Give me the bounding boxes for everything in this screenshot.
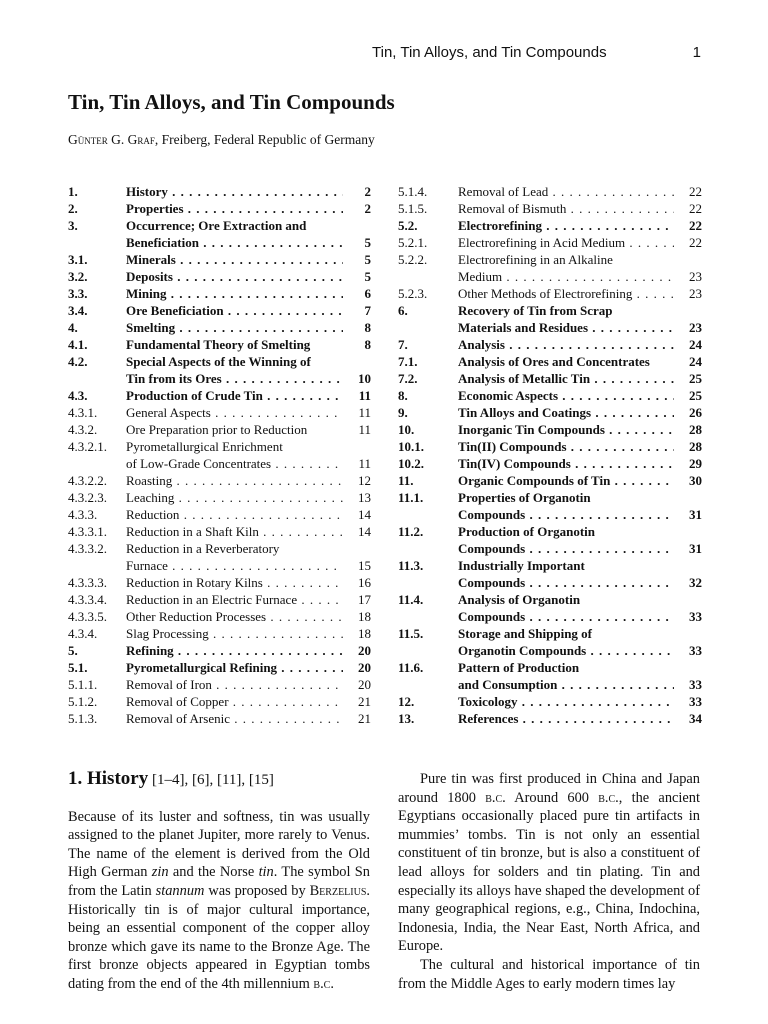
toc-entry-page: 21 [358, 711, 371, 726]
toc-entry-page: 11 [358, 456, 371, 471]
toc-entry-number: 5.2. [398, 218, 418, 233]
toc-entry-title: of Low-Grade Concentrates . . . [126, 455, 343, 472]
toc-entry-page: 12 [358, 473, 371, 488]
era-abbrev: b.c. [598, 789, 619, 806]
toc-entry-page: 15 [358, 558, 371, 573]
toc-entry-page: 8 [364, 337, 371, 352]
toc-entry-number: 11.5. [398, 626, 424, 641]
text-run: and the Norse [168, 864, 259, 881]
toc-entry-title: Compounds . . . [458, 608, 674, 625]
toc-entry-title: Production of Crude Tin . . . [126, 387, 343, 404]
toc-entry [398, 608, 702, 625]
toc-entry [68, 608, 371, 625]
toc-entry-title: Electrorefining . . . [458, 217, 674, 234]
toc-entry-title: Inorganic Tin Compounds . . . [458, 421, 674, 438]
toc-entry [398, 659, 702, 676]
toc-entry-title: Organotin Compounds . . . [458, 642, 674, 659]
toc-entry [398, 523, 702, 540]
toc-entry [398, 710, 702, 727]
toc-entry-number: 4.3.3.1. [68, 524, 107, 539]
toc-entry-title: Deposits . . . [126, 268, 343, 285]
toc-entry [68, 353, 371, 370]
toc-entry-number: 4.3.3.3. [68, 575, 107, 590]
toc-entry-number: 4.3.2.2. [68, 473, 107, 488]
toc-entry-title: Removal of Arsenic . . . [126, 710, 343, 727]
toc-entry-title: Pyrometallurgical Enrichment [126, 439, 283, 454]
toc-entry [68, 557, 371, 574]
toc-entry-number: 4.3.2. [68, 422, 98, 437]
toc-entry [68, 387, 371, 404]
toc-entry-page: 20 [358, 643, 371, 658]
toc-entry-number: 4.3.1. [68, 405, 98, 420]
toc-entry-page: 14 [358, 524, 371, 539]
era-abbrev: b.c. [485, 789, 506, 806]
toc-entry-page: 22 [689, 235, 702, 250]
toc-entry-page: 31 [689, 507, 702, 522]
toc-entry-page: 2 [364, 184, 371, 199]
toc-entry [398, 506, 702, 523]
toc-entry-number: 4.1. [68, 337, 88, 352]
toc-entry-title: Removal of Copper . . . [126, 693, 343, 710]
toc-entry-title: General Aspects . . . [126, 404, 343, 421]
toc-entry-title: Slag Processing . . . [126, 625, 343, 642]
toc-entry-title: Economic Aspects . . . [458, 387, 674, 404]
toc-entry-number: 4. [68, 320, 78, 335]
toc-entry-title: Storage and Shipping of [458, 626, 593, 641]
toc-entry-title: References . . . [458, 710, 674, 727]
toc-entry-title: Reduction in a Reverberatory [126, 541, 280, 556]
toc-entry [398, 642, 702, 659]
toc-entry-number: 4.3.2.1. [68, 439, 107, 454]
toc-entry-number: 5.1.3. [68, 711, 98, 726]
text-run: , the ancient Egyptians occasionally placed pure tin artifacts in mummies’ tombs. Tin is not only an essential constituent of tin bronze, but is also a constituent of lead alloys for solders and tin plating. Tin and especially its alloys have shaped the development of many geographical regions, e.g., China, Indochina, Indonesia, India, the Near East, North Africa, and Europe. [398, 789, 700, 955]
toc-entry-number: 11.4. [398, 592, 424, 607]
article-title: Tin, Tin Alloys, and Tin Compounds [68, 90, 395, 114]
toc-entry-number: 11.6. [398, 660, 424, 675]
toc-entry-page: 33 [689, 694, 702, 709]
body-column-left [68, 770, 370, 994]
toc-entry [398, 268, 702, 285]
toc-entry [68, 234, 371, 251]
paragraph: The cultural and historical importance of tin from the Middle Ages to early modern times lay [398, 956, 700, 992]
toc-entry [68, 455, 371, 472]
toc-entry-number: 9. [398, 405, 408, 420]
toc-entry [398, 676, 702, 693]
toc-entry [398, 438, 702, 455]
toc-entry [68, 489, 371, 506]
toc-entry-title: Other Reduction Processes . . . [126, 608, 343, 625]
toc-entry-title: Removal of Bismuth . . . [458, 200, 674, 217]
toc-entry-title: Analysis . . . [458, 336, 674, 353]
toc-entry [68, 506, 371, 523]
toc-entry-page: 7 [364, 303, 371, 318]
toc-entry-page: 22 [689, 201, 702, 216]
toc-entry-title: Special Aspects of the Winning of [126, 354, 311, 369]
toc-entry [398, 285, 702, 302]
toc-entry-title: Compounds . . . [458, 506, 674, 523]
toc-entry-title: Smelting . . . [126, 319, 343, 336]
toc-entry-page: 25 [689, 388, 702, 403]
toc-entry [68, 693, 371, 710]
toc-entry [68, 251, 371, 268]
toc-entry [68, 268, 371, 285]
toc-entry [398, 455, 702, 472]
toc-entry-title: Roasting . . . [126, 472, 343, 489]
toc-entry-title: Other Methods of Electrorefining . . . [458, 285, 674, 302]
text-run: Because of its luster and softness, tin was usually assigned to the planet Jupiter, more rarely to Venus. The name of the element is derived from the Old High German [68, 808, 370, 881]
toc-entry-page: 11 [358, 422, 371, 437]
toc-entry-number: 11. [398, 473, 414, 488]
text-run: Pure tin was first produced in China and Japan around 1800 [398, 771, 700, 806]
toc-entry-page: 25 [689, 371, 702, 386]
toc-entry-page: 6 [364, 286, 371, 301]
toc-entry-number: 5.1.5. [398, 201, 428, 216]
toc-entry-title: Recovery of Tin from Scrap [458, 303, 613, 318]
author-affiliation: , Freiberg, Federal Republic of Germany [154, 132, 375, 147]
toc-entry [398, 693, 702, 710]
toc-entry-number: 11.2. [398, 524, 424, 539]
author-name: Günter G. Graf [68, 132, 155, 147]
toc-entry-number: 8. [398, 388, 408, 403]
toc-entry-title: Toxicology . . . [458, 693, 674, 710]
toc-entry-number: 10.1. [398, 439, 424, 454]
toc-entry-number: 4.3. [68, 388, 88, 403]
toc-entry-number: 2. [68, 201, 78, 216]
toc-entry-title: Production of Organotin [458, 524, 595, 539]
table-of-contents-right [398, 183, 702, 727]
toc-entry-title: Minerals . . . [126, 251, 343, 268]
toc-entry-title: Tin(IV) Compounds . . . [458, 455, 674, 472]
toc-entry-number: 3.4. [68, 303, 88, 318]
toc-entry-title: Pattern of Production [458, 660, 580, 675]
toc-entry [398, 302, 702, 319]
toc-entry [398, 404, 702, 421]
toc-entry-number: 5.2.2. [398, 252, 428, 267]
toc-entry-page: 22 [689, 184, 702, 199]
toc-entry-number: 3. [68, 218, 78, 233]
toc-entry-number: 5.1.2. [68, 694, 98, 709]
toc-entry-number: 5.1.4. [398, 184, 428, 199]
body-column-right [398, 770, 700, 993]
toc-entry-title: Medium . . . [458, 268, 674, 285]
toc-entry-page: 33 [689, 609, 702, 624]
toc-entry-title: Refining . . . [126, 642, 343, 659]
toc-entry-page: 29 [689, 456, 702, 471]
toc-entry-number: 5.1.1. [68, 677, 98, 692]
toc-entry [398, 370, 702, 387]
toc-entry-number: 5.2.1. [398, 235, 428, 250]
toc-entry-title: Removal of Lead . . . [458, 183, 674, 200]
paragraph [398, 770, 700, 956]
toc-entry-page: 20 [358, 660, 371, 675]
toc-entry [68, 319, 371, 336]
toc-entry-title: Leaching . . . [126, 489, 343, 506]
toc-entry-title: and Consumption . . . [458, 676, 674, 693]
toc-entry [398, 200, 702, 217]
italic-term: zin [151, 864, 169, 881]
section-heading-text: 1. History [68, 768, 149, 789]
toc-entry [68, 336, 371, 353]
toc-entry-number: 5. [68, 643, 78, 658]
era-abbrev: b.c. [313, 975, 334, 992]
toc-entry-number: 5.2.3. [398, 286, 428, 301]
toc-entry-page: 30 [689, 473, 702, 488]
toc-entry-title: Reduction in Rotary Kilns . . . [126, 574, 343, 591]
page-number: 1 [692, 44, 701, 61]
toc-entry [68, 438, 371, 455]
toc-entry [398, 353, 702, 370]
toc-entry [398, 387, 702, 404]
toc-entry-page: 33 [689, 677, 702, 692]
toc-entry-page: 11 [358, 388, 371, 403]
table-of-contents-left [68, 183, 371, 727]
toc-entry [398, 421, 702, 438]
toc-entry-number: 12. [398, 694, 415, 709]
toc-entry-page: 21 [358, 694, 371, 709]
toc-entry-page: 2 [364, 201, 371, 216]
toc-entry-page: 28 [689, 422, 702, 437]
toc-entry-title: Electrorefining in Acid Medium . . . [458, 234, 674, 251]
toc-entry-page: 5 [364, 269, 371, 284]
toc-entry-title: Organic Compounds of Tin . . . [458, 472, 674, 489]
toc-entry [398, 591, 702, 608]
toc-entry [68, 540, 371, 557]
toc-entry-page: 11 [358, 405, 371, 420]
toc-entry-page: 23 [689, 286, 702, 301]
toc-entry [398, 557, 702, 574]
toc-entry [68, 302, 371, 319]
italic-term: stannum [155, 882, 205, 899]
toc-entry [398, 336, 702, 353]
toc-entry-number: 7. [398, 337, 408, 352]
toc-entry-title: Tin Alloys and Coatings . . . [458, 404, 674, 421]
toc-entry [68, 659, 371, 676]
toc-entry-number: 5.1. [68, 660, 88, 675]
toc-entry-title: Pyrometallurgical Refining . . . [126, 659, 343, 676]
toc-entry-number: 3.1. [68, 252, 88, 267]
toc-entry-page: 23 [689, 320, 702, 335]
toc-entry-title: History . . . [126, 183, 343, 200]
toc-entry-page: 14 [358, 507, 371, 522]
paragraph [68, 808, 370, 994]
toc-entry-page: 34 [689, 711, 702, 726]
toc-entry-title: Occurrence; Ore Extraction and [126, 218, 307, 233]
toc-entry-title: Properties of Organotin [458, 490, 591, 505]
toc-entry-title: Furnace . . . [126, 557, 343, 574]
toc-entry-page: 32 [689, 575, 702, 590]
toc-entry-title: Analysis of Organotin [458, 592, 581, 607]
toc-entry-number: 10. [398, 422, 415, 437]
text-run: . The symbol Sn from the Latin [68, 864, 370, 899]
toc-entry [68, 472, 371, 489]
toc-entry [68, 285, 371, 302]
toc-entry-number: 7.1. [398, 354, 418, 369]
toc-entry [398, 472, 702, 489]
toc-entry-number: 4.3.2.3. [68, 490, 107, 505]
toc-entry-title: Properties . . . [126, 200, 343, 217]
toc-entry-page: 22 [689, 218, 702, 233]
toc-entry-page: 31 [689, 541, 702, 556]
toc-entry-title: Compounds . . . [458, 540, 674, 557]
toc-entry-title: Ore Preparation prior to Reduction [126, 422, 308, 437]
toc-entry-number: 3.3. [68, 286, 88, 301]
text-run: . Historically tin is of major cultural importance, being an essential component of the copper alloy bronze which gave its name to the Bronze Age. The first bronze objects appeared in Egyptian tombs dating from the end of the 4th millennium [68, 882, 371, 992]
toc-entry-number: 11.1. [398, 490, 424, 505]
toc-entry-title: Industrially Important [458, 558, 585, 573]
toc-entry-page: 33 [689, 643, 702, 658]
toc-entry [398, 540, 702, 557]
toc-entry-title: Beneficiation . . . [126, 234, 343, 251]
toc-entry [68, 370, 371, 387]
toc-entry-number: 4.3.3. [68, 507, 98, 522]
person-name: Berzelius [309, 882, 367, 899]
toc-entry [68, 421, 371, 438]
toc-entry-title: Tin(II) Compounds . . . [458, 438, 674, 455]
toc-entry-title: Electrorefining in an Alkaline [458, 252, 613, 267]
toc-entry-number: 11.3. [398, 558, 424, 573]
toc-entry [68, 404, 371, 421]
toc-entry-page: 28 [689, 439, 702, 454]
toc-entry-title: Materials and Residues . . . [458, 319, 674, 336]
toc-entry-number: 4.3.3.5. [68, 609, 107, 624]
toc-entry [68, 200, 371, 217]
toc-entry [68, 523, 371, 540]
toc-entry-title: Analysis of Ores and Concentrates [458, 354, 650, 369]
toc-entry-page: 16 [358, 575, 371, 590]
toc-entry-number: 4.3.3.4. [68, 592, 107, 607]
toc-entry-title: Compounds . . . [458, 574, 674, 591]
toc-entry [68, 676, 371, 693]
running-head-title: Tin, Tin Alloys, and Tin Compounds [372, 44, 607, 61]
section-heading [68, 770, 370, 790]
toc-entry [398, 489, 702, 506]
toc-entry-page: 26 [689, 405, 702, 420]
toc-entry [68, 625, 371, 642]
italic-term: tin [258, 864, 274, 881]
toc-entry [68, 642, 371, 659]
toc-entry-page: 10 [358, 371, 371, 386]
toc-entry-number: 4.3.4. [68, 626, 98, 641]
toc-entry-page: 13 [358, 490, 371, 505]
toc-entry-number: 4.3.3.2. [68, 541, 107, 556]
section-heading-refs: [1–4], [6], [11], [15] [148, 772, 274, 788]
toc-entry-page: 18 [358, 626, 371, 641]
toc-entry-title: Tin from its Ores . . . [126, 370, 343, 387]
toc-entry-title: Reduction in a Shaft Kiln . . . [126, 523, 343, 540]
text-run: was proposed by [204, 882, 310, 899]
toc-entry [68, 710, 371, 727]
toc-entry-number: 1. [68, 184, 78, 199]
toc-entry [398, 319, 702, 336]
author-line [68, 132, 375, 148]
toc-entry-page: 5 [364, 252, 371, 267]
toc-entry-title: Analysis of Metallic Tin . . . [458, 370, 674, 387]
toc-entry-title: Reduction . . . [126, 506, 343, 523]
toc-entry-title: Reduction in an Electric Furnace . . . [126, 591, 343, 608]
toc-entry-number: 6. [398, 303, 408, 318]
toc-entry-title: Fundamental Theory of Smelting [126, 337, 311, 352]
text-run: Around 600 [505, 789, 599, 806]
toc-entry-page: 24 [689, 354, 702, 369]
toc-entry-number: 3.2. [68, 269, 88, 284]
toc-entry [68, 574, 371, 591]
toc-entry-page: 8 [364, 320, 371, 335]
toc-entry-page: 17 [358, 592, 371, 607]
toc-entry [398, 234, 702, 251]
toc-entry [398, 625, 702, 642]
toc-entry-title: Mining . . . [126, 285, 343, 302]
toc-entry-page: 20 [358, 677, 371, 692]
toc-entry-title: Removal of Iron . . . [126, 676, 343, 693]
toc-entry-page: 23 [689, 269, 702, 284]
toc-entry [68, 217, 371, 234]
toc-entry [68, 183, 371, 200]
toc-entry-page: 5 [364, 235, 371, 250]
toc-entry-number: 13. [398, 711, 415, 726]
toc-entry [398, 217, 702, 234]
toc-entry [398, 183, 702, 200]
toc-entry-page: 18 [358, 609, 371, 624]
toc-entry-number: 7.2. [398, 371, 418, 386]
toc-entry [68, 591, 371, 608]
toc-entry-number: 4.2. [68, 354, 88, 369]
toc-entry-number: 10.2. [398, 456, 424, 471]
toc-entry-title: Ore Beneficiation . . . [126, 302, 343, 319]
toc-entry [398, 574, 702, 591]
toc-entry-page: 24 [689, 337, 702, 352]
toc-entry [398, 251, 702, 268]
